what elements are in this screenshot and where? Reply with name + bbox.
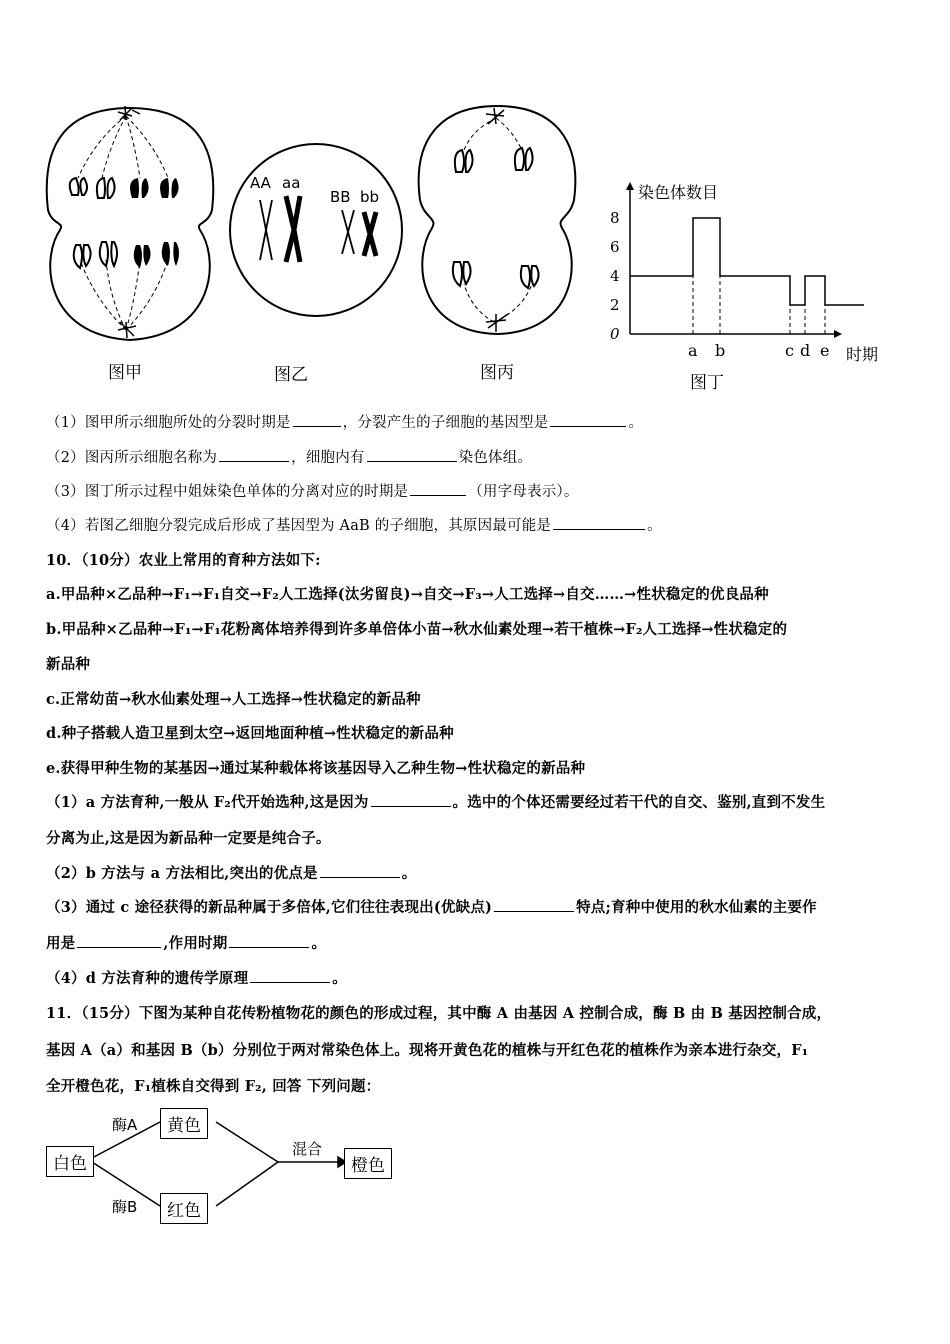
figure-yi [226,140,406,320]
q11-line1: 11．（15分）下图为某种自花传粉植物花的颜色的形成过程，其中酶 A 由基因 A 控制合成，酶 B 由 B 基因控制合成， [46,1005,832,1022]
figure-ding-chart [600,176,900,366]
y-tick-label: 4 [610,267,620,285]
q9-part4: （4）若图乙细胞分裂完成后形成了基因型为 AaB 的子细胞，其原因最可能是 。 [46,514,662,535]
answer-blank[interactable] [371,792,451,807]
x-axis-arrow [834,330,842,338]
q10-method-b-line2: 新品种 [46,656,91,673]
x-tick-label: b [715,341,726,360]
flow-enzyme-a-label: 酶A [112,1116,138,1134]
q10-method-a: a.甲品种×乙品种→F₁→F₁自交→F₂人工选择(汰劣留良)→自交→F₃→人工选择→自交……→性状稳定的优良品种 [46,586,769,603]
figure-bing [412,100,582,340]
answer-blank[interactable] [250,968,330,983]
answer-blank[interactable] [229,933,309,948]
answer-blank[interactable] [410,481,466,496]
q10-sub1-line1: （1）a 方法育种,一般从 F₂代开始选种,这是因为 。选中的个体还需要经过若干代的自交、鉴别,直到不发生 [46,794,826,811]
answer-blank[interactable] [77,933,161,948]
q10-sub2: （2）b 方法与 a 方法相比,突出的优点是 。 [46,865,417,882]
chromosome-count-line [630,218,864,305]
flow-white-box: 白色 [46,1146,94,1177]
answer-blank[interactable] [494,897,574,912]
q9-part1: （1）图甲所示细胞所处的分裂时期是 ，分裂产生的子细胞的基因型是 。 [46,411,643,432]
label-aa: aa [282,174,301,192]
q10-method-e: e.获得甲种生物的某基因→通过某种载体将该基因导入乙种生物→性状稳定的新品种 [46,760,586,777]
q10-heading: 10．（10分）农业上常用的育种方法如下: [46,552,321,569]
q11-line2: 基因 A（a）和基因 B（b）分别位于两对常染色体上。现将开黄色花的植株与开红色花的植株作为亲本进行杂交，F₁ [46,1042,809,1059]
answer-blank[interactable] [293,412,341,427]
answer-blank[interactable] [553,515,645,530]
q10-sub3-line2: 用是 ,作用时期 。 [46,935,327,952]
flow-red-box: 红色 [160,1193,208,1224]
answer-blank[interactable] [219,447,289,462]
answer-blank[interactable] [550,412,626,427]
q10-method-d: d.种子搭载人造卫星到太空→返回地面种植→性状稳定的新品种 [46,725,454,742]
q9-part3: （3）图丁所示过程中姐妹染色单体的分离对应的时期是 （用字母表示）。 [46,480,579,501]
figure-ding-caption: 图丁 [690,373,724,393]
y-tick-label: 2 [610,296,620,314]
x-tick-label: e [820,341,830,360]
flow-mix-label: 混合 [292,1140,323,1158]
q10-sub3-line1: （3）通过 c 途径获得的新品种属于多倍体,它们往往表现出(优缺点) 特点;育种中使用的秋水仙素的主要作 [46,899,817,916]
q10-method-c: c.正常幼苗→秋水仙素处理→人工选择→性状稳定的新品种 [46,691,421,708]
figure-jia-caption: 图甲 [108,363,142,383]
answer-blank[interactable] [367,447,457,462]
label-AA: AA [250,174,271,192]
figure-bing-caption: 图丙 [480,363,514,383]
x-tick-label: d [800,341,811,360]
x-tick-label: a [688,341,698,360]
q9-part2: （2）图丙所示细胞名称为 ，细胞内有 染色体组。 [46,446,532,467]
answer-blank[interactable] [320,863,400,878]
q10-sub1-line2: 分离为止,这是因为新品种一定要是纯合子。 [46,830,331,847]
y-axis-label: 染色体数目 [638,183,719,202]
y-axis-arrow [626,182,634,190]
x-axis-label: 时期 [846,345,879,364]
label-BB: BB [330,188,351,206]
figure-yi-caption: 图乙 [274,365,308,385]
figure-jia [40,100,220,350]
y-tick-label: 0 [610,325,620,343]
y-tick-label: 8 [610,209,620,227]
q11-line3: 全开橙色花，F₁植株自交得到 F₂, 回答 下列问题： [46,1078,381,1095]
flow-yellow-box: 黄色 [160,1108,208,1139]
x-tick-label: c [785,341,794,360]
flow-orange-box: 橙色 [344,1148,392,1179]
label-bb: bb [360,188,380,206]
q10-method-b-line1: b.甲品种×乙品种→F₁→F₁花粉离体培养得到许多单倍体小苗→秋水仙素处理→若干植株→F₂人工选择→性状稳定的 [46,621,788,638]
y-tick-label: 6 [610,238,620,256]
flow-enzyme-b-label: 酶B [112,1198,138,1216]
q10-sub4: （4）d 方法育种的遗传学原理 。 [46,970,347,987]
